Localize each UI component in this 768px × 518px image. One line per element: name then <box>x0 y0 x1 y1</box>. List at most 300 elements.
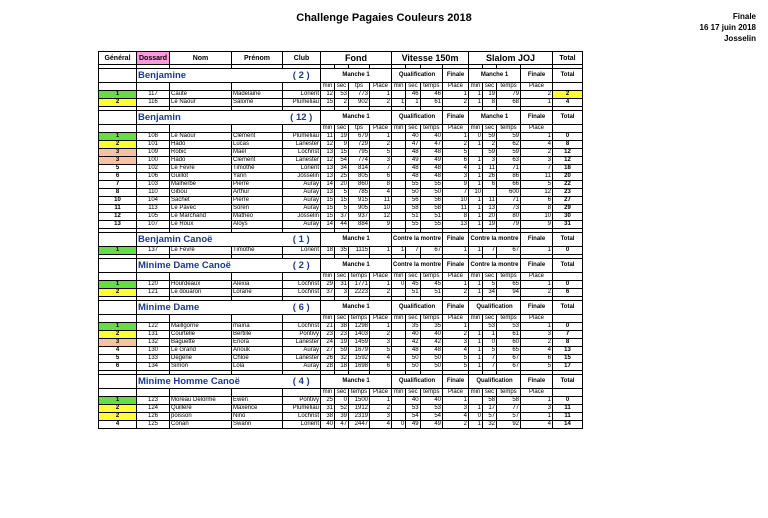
cell-vit-temps: 53 <box>420 405 442 413</box>
cell-nom: Hado <box>170 157 232 165</box>
cell-fond-tps: 805 <box>349 173 370 181</box>
result-row <box>99 133 583 141</box>
cell-fond-tps: 1115 <box>349 247 370 255</box>
cell-sla-temps: 86 <box>497 173 521 181</box>
blank-cell <box>232 273 283 281</box>
cell-vit-temps: 42 <box>420 339 442 347</box>
stage-label: Manche 1 <box>469 111 521 125</box>
cell-fond-tps: 774 <box>349 157 370 165</box>
cell-club: Josselin <box>283 173 321 181</box>
blank-cell <box>99 301 137 315</box>
cell-vit-sec: 49 <box>406 421 420 429</box>
blank-cell <box>283 315 321 323</box>
cell-general: 1 <box>99 133 137 141</box>
blank-cell <box>553 125 583 133</box>
cell-vit-min: 1 <box>392 247 406 255</box>
cell-dossard: 116 <box>137 99 170 107</box>
cell-fond-place: 1 <box>370 397 392 405</box>
cell-fond-min: 29 <box>321 281 335 289</box>
cell-fond-min: 37 <box>321 289 335 297</box>
cell-fond-tps: 2319 <box>349 413 370 421</box>
cell-vit-sec: 51 <box>406 213 420 221</box>
cell-vit-temps: 35 <box>420 323 442 331</box>
cell-fond-tps: 1679 <box>349 347 370 355</box>
cell-prenom: Clement <box>232 157 283 165</box>
blank-cell <box>283 83 321 91</box>
cell-sla-min: 1 <box>469 289 483 297</box>
stage-label: Contre la montre <box>469 233 521 247</box>
cell-nom: Le Grand <box>170 347 232 355</box>
cell-prenom: Timothé <box>232 165 283 173</box>
cell-sla-min: 1 <box>469 213 483 221</box>
col-vit-sec: sec <box>406 389 420 397</box>
cell-sla-sec: 59 <box>483 133 497 141</box>
cell-prenom: Lorane <box>232 289 283 297</box>
cell-general: 1 <box>99 91 137 99</box>
cell-vit-temps: 55 <box>420 221 442 229</box>
cell-prenom: Maël <box>232 149 283 157</box>
cell-vit-min: 0 <box>392 281 406 289</box>
cell-fond-sec: 23 <box>335 331 349 339</box>
cell-fond-sec: 3 <box>335 289 349 297</box>
cell-sla-min: 1 <box>469 205 483 213</box>
cell-general: 13 <box>99 221 137 229</box>
result-row <box>99 157 583 165</box>
cell-vit-temps: 48 <box>420 149 442 157</box>
cell-sla-place: 1 <box>521 133 553 141</box>
cell-vit-sec: 51 <box>406 289 420 297</box>
cell-fond-sec: 2 <box>335 99 349 107</box>
cell-general: 5 <box>99 355 137 363</box>
blank-cell <box>283 273 321 281</box>
cell-club: Lanester <box>283 157 321 165</box>
cell-club: Lanester <box>283 141 321 149</box>
cell-club: Auray <box>283 347 321 355</box>
cell-sla-min: 1 <box>469 281 483 289</box>
blank-cell <box>137 315 170 323</box>
cell-nom: Quillere <box>170 405 232 413</box>
cell-nom: Sachet <box>170 197 232 205</box>
cell-vit-sec: 54 <box>406 413 420 421</box>
cell-fond-tps: 1592 <box>349 355 370 363</box>
cell-dossard: 101 <box>137 141 170 149</box>
cell-sla-temps: 65 <box>497 347 521 355</box>
cell-general: 10 <box>99 197 137 205</box>
cell-sla-place: 5 <box>521 363 553 371</box>
cell-vit-temps: 50 <box>420 355 442 363</box>
cell-vit-temps: 48 <box>420 347 442 355</box>
category-name: Minime Dame <box>137 301 283 315</box>
result-row <box>99 331 583 339</box>
cell-fond-min: 18 <box>321 247 335 255</box>
col-sla-sec: sec <box>483 83 497 91</box>
cell-prenom: Chloé <box>232 355 283 363</box>
cell-fond-sec: 20 <box>335 181 349 189</box>
cell-fond-place: 11 <box>370 197 392 205</box>
cell-vit-sec: 50 <box>406 189 420 197</box>
cell-sla-sec: 11 <box>483 197 497 205</box>
cell-nom: Malherbe <box>170 181 232 189</box>
cell-club: Lochrist <box>283 323 321 331</box>
cell-fond-tps: 884 <box>349 221 370 229</box>
col-vit-temps: temps <box>420 389 442 397</box>
cell-sla-sec: 6 <box>483 181 497 189</box>
cell-sla-sec: 1 <box>483 331 497 339</box>
cell-prenom: Bertille <box>232 331 283 339</box>
header-general: Général <box>99 52 137 65</box>
cell-sla-min: 1 <box>469 339 483 347</box>
cell-sla-place: 2 <box>521 91 553 99</box>
cell-vit-sec: 49 <box>406 157 420 165</box>
result-row <box>99 141 583 149</box>
cell-vit-temps: 49 <box>420 157 442 165</box>
cell-sla-min: 1 <box>469 355 483 363</box>
cell-vit-place: 4 <box>443 165 469 173</box>
cell-dossard: 103 <box>137 181 170 189</box>
cell-sla-sec: 20 <box>483 213 497 221</box>
header-vitesse: Vitesse 150m <box>392 52 469 65</box>
blank-cell <box>170 125 232 133</box>
cell-sla-sec: 3 <box>483 157 497 165</box>
stage-label: Finale <box>443 233 469 247</box>
cell-vit-temps: 46 <box>420 91 442 99</box>
stage-label: Qualification <box>392 375 443 389</box>
col-sla-place: Place <box>521 315 553 323</box>
category-name: Benjamine <box>137 69 283 83</box>
cell-sla-min: 1 <box>469 173 483 181</box>
stage-label: Finale <box>521 233 553 247</box>
col-fond-sec: sec <box>335 389 349 397</box>
cell-vit-min <box>392 397 406 405</box>
result-row <box>99 247 583 255</box>
cell-sla-temps: 59 <box>497 149 521 157</box>
cell-vit-sec: 55 <box>406 221 420 229</box>
cell-fond-place: 1 <box>370 281 392 289</box>
cell-fond-tps: 679 <box>349 133 370 141</box>
result-row <box>99 405 583 413</box>
col-sla-temps: temps <box>497 389 521 397</box>
cell-club: Lanester <box>283 339 321 347</box>
cell-fond-min: 31 <box>321 405 335 413</box>
cell-general: 2 <box>99 331 137 339</box>
cell-vit-place: 3 <box>443 405 469 413</box>
stage-label: Total <box>553 259 583 273</box>
cell-vit-min <box>392 173 406 181</box>
cell-nom: Maillgorne <box>170 323 232 331</box>
cell-fond-place: 8 <box>370 181 392 189</box>
cell-general: 2 <box>99 413 137 421</box>
cell-sla-min <box>469 323 483 331</box>
blank-cell <box>99 315 137 323</box>
cell-sla-place: 8 <box>521 205 553 213</box>
cell-club: Josselin <box>283 213 321 221</box>
cell-vit-min <box>392 221 406 229</box>
cell-fond-place: 1 <box>370 247 392 255</box>
cell-vit-min <box>392 181 406 189</box>
cell-vit-sec: 7 <box>406 247 420 255</box>
cell-sla-temps: 53 <box>497 323 521 331</box>
col-sla-sec: sec <box>483 389 497 397</box>
cell-sla-place: 1 <box>521 281 553 289</box>
cell-vit-min <box>392 157 406 165</box>
cell-vit-temps: 56 <box>420 197 442 205</box>
cell-vit-temps: 49 <box>420 421 442 429</box>
cell-prenom: Maxence <box>232 405 283 413</box>
cell-sla-temps: 94 <box>497 289 521 297</box>
stage-label: Finale <box>521 375 553 389</box>
header-club: Club <box>283 52 321 65</box>
cell-sla-temps: 79 <box>497 91 521 99</box>
cell-vit-place: 5 <box>443 149 469 157</box>
cell-vit-place: 5 <box>443 355 469 363</box>
blank-cell <box>137 83 170 91</box>
cell-vit-place: 3 <box>443 339 469 347</box>
col-fond-tps: temps <box>349 389 370 397</box>
cell-vit-min <box>392 289 406 297</box>
cell-club: Auray <box>283 181 321 189</box>
cell-sla-sec: 58 <box>483 397 497 405</box>
cell-dossard: 117 <box>137 91 170 99</box>
cell-sla-place: 3 <box>521 331 553 339</box>
stage-label: Contre la montre <box>392 233 443 247</box>
cell-sla-place: 2 <box>521 149 553 157</box>
cell-prenom: Salomé <box>232 99 283 107</box>
stage-label: Total <box>553 69 583 83</box>
cell-prenom: Pierre <box>232 197 283 205</box>
cell-dossard: 110 <box>137 189 170 197</box>
cell-fond-place: 2 <box>370 141 392 149</box>
cell-dossard: 105 <box>137 213 170 221</box>
cell-fond-tps: 1698 <box>349 363 370 371</box>
cell-fond-min: 15 <box>321 197 335 205</box>
col-fond-tps: tps <box>349 83 370 91</box>
result-row <box>99 221 583 229</box>
cell-fond-sec: 38 <box>335 323 349 331</box>
col-vit-temps: temps <box>420 315 442 323</box>
cell-vit-min <box>392 133 406 141</box>
cell-dossard: 121 <box>137 289 170 297</box>
cell-vit-min <box>392 405 406 413</box>
blank-cell <box>170 389 232 397</box>
cell-prenom: Madelaine <box>232 91 283 99</box>
col-vit-sec: sec <box>406 125 420 133</box>
cell-vit-min <box>392 189 406 197</box>
stage-label: Total <box>553 111 583 125</box>
cell-sla-min: 1 <box>469 99 483 107</box>
cell-fond-tps: 905 <box>349 205 370 213</box>
cell-prenom: Aloys <box>232 221 283 229</box>
cell-sla-min <box>469 397 483 405</box>
cell-total: 17 <box>553 363 583 371</box>
header-total: Total <box>553 52 583 65</box>
blank-cell <box>99 233 137 247</box>
cell-total: 31 <box>553 221 583 229</box>
cell-dossard: 108 <box>137 133 170 141</box>
col-vit-temps: temps <box>420 125 442 133</box>
blank-cell <box>170 273 232 281</box>
stage-label: Qualification <box>392 69 443 83</box>
cell-nom: Le Fevre <box>170 247 232 255</box>
cell-general: 11 <box>99 205 137 213</box>
cell-vit-temps: 48 <box>420 173 442 181</box>
cell-sla-sec: 26 <box>483 173 497 181</box>
cell-nom: Conan <box>170 421 232 429</box>
cell-general: 5 <box>99 165 137 173</box>
cell-prenom: Pierre <box>232 181 283 189</box>
cell-fond-place: 5 <box>370 149 392 157</box>
cell-vit-sec: 45 <box>406 281 420 289</box>
cell-general: 1 <box>99 397 137 405</box>
header-row <box>99 52 583 65</box>
cell-sla-sec: 19 <box>483 91 497 99</box>
col-fond-place: Place <box>370 315 392 323</box>
cell-vit-place: 9 <box>443 181 469 189</box>
cell-dossard: 125 <box>137 421 170 429</box>
cell-sla-min <box>469 149 483 157</box>
col-vit-min: min <box>392 315 406 323</box>
cell-prenom: Enora <box>232 339 283 347</box>
cell-fond-min: 11 <box>321 133 335 141</box>
cell-vit-place: 4 <box>443 347 469 355</box>
cell-fond-tps: 1459 <box>349 339 370 347</box>
cell-sla-min: 1 <box>469 247 483 255</box>
cell-sla-temps: 58 <box>497 397 521 405</box>
col-fond-tps: tps <box>349 125 370 133</box>
cell-vit-place: 10 <box>443 197 469 205</box>
cell-fond-sec: 31 <box>335 281 349 289</box>
cell-fond-min: 23 <box>321 331 335 339</box>
col-fond-sec: sec <box>335 315 349 323</box>
cell-dossard: 109 <box>137 149 170 157</box>
cell-fond-place: 2 <box>370 331 392 339</box>
category-count: ( 2 ) <box>283 69 321 83</box>
cell-general: 6 <box>99 173 137 181</box>
cell-vit-temps: 48 <box>420 165 442 173</box>
cell-dossard: 100 <box>137 157 170 165</box>
cell-sla-sec: 2 <box>483 141 497 149</box>
col-fond-place: Place <box>370 83 392 91</box>
cell-sla-min: 1 <box>469 363 483 371</box>
cell-fond-place: 7 <box>370 165 392 173</box>
blank-cell <box>137 273 170 281</box>
blank-cell <box>553 389 583 397</box>
blank-cell <box>99 111 137 125</box>
cell-vit-sec: 50 <box>406 355 420 363</box>
cell-general: 2 <box>99 289 137 297</box>
cell-fond-tps: 2223 <box>349 289 370 297</box>
cell-vit-temps: 40 <box>420 397 442 405</box>
col-sla-min: min <box>469 125 483 133</box>
cell-sla-temps: 68 <box>497 99 521 107</box>
cell-dossard: 126 <box>137 413 170 421</box>
cell-sla-min: 1 <box>469 221 483 229</box>
cell-vit-sec: 58 <box>406 205 420 213</box>
result-row <box>99 413 583 421</box>
cell-general: 1 <box>99 323 137 331</box>
col-vit-sec: sec <box>406 273 420 281</box>
header-fond: Fond <box>321 52 392 65</box>
cell-sla-place: 1 <box>521 323 553 331</box>
cell-vit-place: 11 <box>443 205 469 213</box>
cell-fond-sec: 19 <box>335 339 349 347</box>
col-sla-place: Place <box>521 273 553 281</box>
cell-fond-min: 13 <box>321 173 335 181</box>
cell-fond-sec: 59 <box>335 347 349 355</box>
cell-dossard: 123 <box>137 397 170 405</box>
category-header <box>99 111 583 125</box>
stage-label: Qualification <box>469 375 521 389</box>
col-fond-tps: temps <box>349 315 370 323</box>
blank-cell <box>99 389 137 397</box>
cell-nom: Guillot <box>170 173 232 181</box>
cell-vit-temps: 40 <box>420 133 442 141</box>
cell-sla-place: 12 <box>521 189 553 197</box>
cell-total: 6 <box>553 289 583 297</box>
blank-cell <box>137 389 170 397</box>
cell-prenom: Soren <box>232 205 283 213</box>
cell-vit-place: 1 <box>443 397 469 405</box>
col-sla-sec: sec <box>483 315 497 323</box>
cell-fond-sec: 0 <box>335 397 349 405</box>
stage-label: Manche 1 <box>321 301 392 315</box>
cell-prenom: Anouk <box>232 347 283 355</box>
cell-vit-min <box>392 205 406 213</box>
cell-general: 4 <box>99 421 137 429</box>
cell-sla-temps: 73 <box>497 205 521 213</box>
result-row <box>99 165 583 173</box>
cell-fond-sec: 15 <box>335 197 349 205</box>
cell-total: 20 <box>553 173 583 181</box>
cell-sla-temps: 77 <box>497 405 521 413</box>
cell-fond-sec: 53 <box>335 91 349 99</box>
cell-sla-min: 1 <box>469 197 483 205</box>
cell-general: 7 <box>99 181 137 189</box>
col-sla-min: min <box>469 273 483 281</box>
cell-fond-min: 24 <box>321 339 335 347</box>
cell-dossard: 104 <box>137 197 170 205</box>
cell-fond-place: 2 <box>370 289 392 297</box>
cell-club: Pontivy <box>283 397 321 405</box>
stage-label: Finale <box>443 375 469 389</box>
cell-sla-sec: 32 <box>483 421 497 429</box>
result-row <box>99 347 583 355</box>
cell-fond-min: 15 <box>321 99 335 107</box>
cell-vit-temps: 50 <box>420 363 442 371</box>
cell-club: Lochrist <box>283 413 321 421</box>
cell-dossard: 124 <box>137 405 170 413</box>
cell-fond-min: 14 <box>321 221 335 229</box>
cell-club: Auray <box>283 221 321 229</box>
cell-sla-min: 1 <box>469 331 483 339</box>
cell-nom: Courtelle <box>170 331 232 339</box>
event-date: 16 17 juin 2018 <box>699 23 756 32</box>
cell-fond-sec: 5 <box>335 205 349 213</box>
stage-label: Total <box>553 375 583 389</box>
category-count: ( 6 ) <box>283 301 321 315</box>
cell-sla-sec: 19 <box>483 221 497 229</box>
cell-nom: Le Fevre <box>170 165 232 173</box>
cell-sla-sec: 0 <box>483 339 497 347</box>
cell-general: 1 <box>99 247 137 255</box>
column-labels <box>99 315 583 323</box>
cell-prenom: maïna <box>232 323 283 331</box>
cell-vit-place: 2 <box>443 289 469 297</box>
cell-vit-temps: 58 <box>420 205 442 213</box>
cell-fond-tps: 1298 <box>349 323 370 331</box>
stage-label: Total <box>553 233 583 247</box>
cell-sla-place: 1 <box>521 397 553 405</box>
cell-vit-min <box>392 347 406 355</box>
